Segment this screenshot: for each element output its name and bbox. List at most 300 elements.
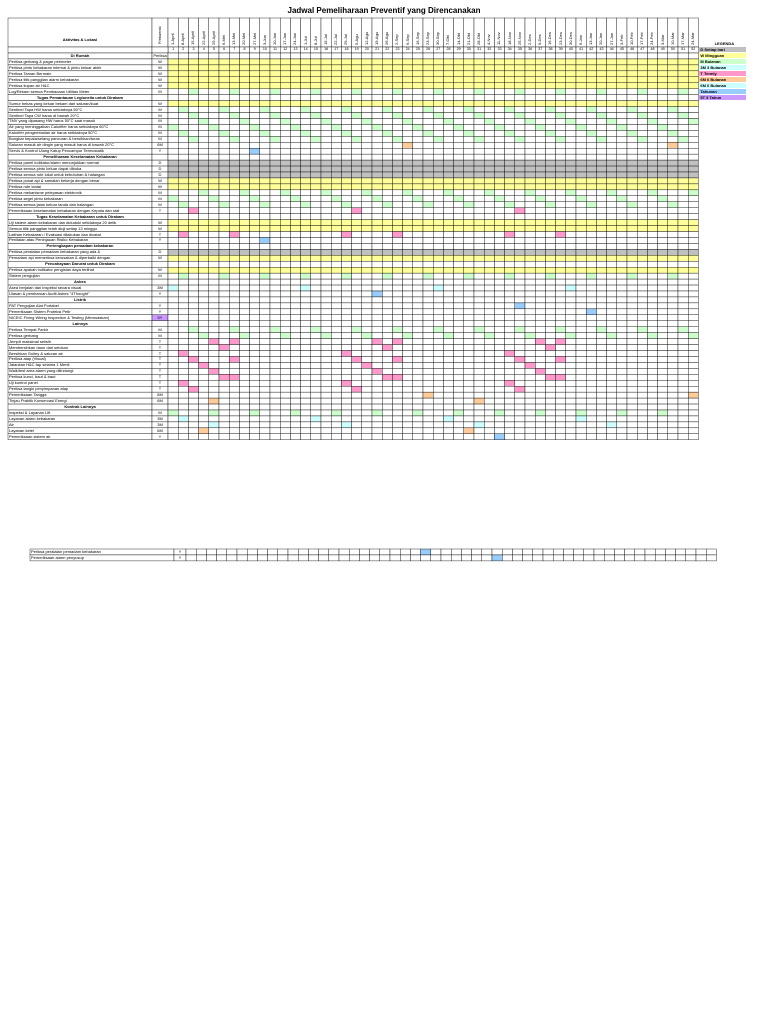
scheduled-cell <box>239 226 249 232</box>
week-cell <box>290 351 300 357</box>
week-cell <box>219 327 229 333</box>
scheduled-cell <box>566 249 576 255</box>
week-cell <box>617 315 627 321</box>
week-cell <box>392 386 402 392</box>
scheduled-cell <box>301 59 311 65</box>
scheduled-cell <box>199 172 209 178</box>
week-cell <box>617 142 627 148</box>
week-cell <box>647 392 657 398</box>
week-cell <box>413 118 423 124</box>
week-cell <box>239 214 249 220</box>
week-cell <box>199 148 209 154</box>
week-cell <box>596 142 606 148</box>
week-cell <box>545 368 555 374</box>
week-cell <box>596 148 606 154</box>
scheduled-cell <box>301 107 311 113</box>
scheduled-cell <box>464 267 474 273</box>
week-cell <box>219 279 229 285</box>
scheduled-cell <box>525 65 535 71</box>
week-label: 3-Mar <box>659 34 665 45</box>
week-cell <box>382 333 392 339</box>
scheduled-cell <box>566 65 576 71</box>
week-cell <box>239 345 249 351</box>
week-cell <box>658 136 668 142</box>
week-cell <box>168 89 178 95</box>
week-cell <box>196 555 206 561</box>
scheduled-cell <box>647 101 657 107</box>
scheduled-cell <box>576 226 586 232</box>
week-cell <box>525 202 535 208</box>
week-cell <box>607 214 617 220</box>
week-cell <box>484 428 494 434</box>
week-cell <box>423 208 433 214</box>
week-cell <box>433 351 443 357</box>
week-cell <box>260 53 270 59</box>
week-cell <box>372 327 382 333</box>
week-cell <box>484 243 494 249</box>
week-cell <box>658 118 668 124</box>
week-cell <box>576 130 586 136</box>
week-cell <box>484 202 494 208</box>
week-cell <box>443 285 453 291</box>
week-cell <box>321 124 331 130</box>
week-cell <box>250 374 260 380</box>
week-cell <box>627 279 637 285</box>
scheduled-cell <box>668 83 678 89</box>
scheduled-cell <box>311 172 321 178</box>
week-cell <box>433 380 443 386</box>
scheduled-cell <box>250 196 260 202</box>
scheduled-cell <box>301 255 311 261</box>
scheduled-cell <box>505 273 515 279</box>
scheduled-cell <box>382 184 392 190</box>
week-cell <box>464 142 474 148</box>
week-cell <box>321 428 331 434</box>
week-cell <box>290 404 300 410</box>
week-cell <box>627 404 637 410</box>
scheduled-cell <box>382 345 392 351</box>
scheduled-cell <box>627 255 637 261</box>
week-cell <box>178 392 188 398</box>
week-cell <box>576 291 586 297</box>
scheduled-cell <box>382 130 392 136</box>
week-cell <box>607 261 617 267</box>
week-cell <box>553 549 563 555</box>
task-frequency: 6M <box>157 398 163 404</box>
week-cell <box>668 339 678 345</box>
week-cell <box>688 243 698 249</box>
week-cell <box>525 95 535 101</box>
week-cell <box>352 392 362 398</box>
week-cell <box>566 362 576 368</box>
scheduled-cell <box>362 166 372 172</box>
week-cell <box>494 351 504 357</box>
week-cell <box>525 351 535 357</box>
week-cell <box>688 410 698 416</box>
scheduled-cell <box>688 166 698 172</box>
week-cell <box>239 237 249 243</box>
scheduled-cell <box>168 101 178 107</box>
week-cell <box>668 113 678 119</box>
week-cell <box>199 315 209 321</box>
week-cell <box>341 398 351 404</box>
week-cell <box>678 208 688 214</box>
week-cell <box>484 327 494 333</box>
task-frequency: W <box>158 82 162 88</box>
scheduled-cell <box>260 226 270 232</box>
week-cell <box>586 297 596 303</box>
week-cell <box>260 339 270 345</box>
scheduled-cell <box>392 178 402 184</box>
scheduled-cell <box>168 166 178 172</box>
scheduled-cell <box>239 77 249 83</box>
scheduled-cell <box>474 160 484 166</box>
scheduled-cell <box>331 65 341 71</box>
week-cell <box>219 232 229 238</box>
week-cell <box>566 416 576 422</box>
week-cell <box>209 113 219 119</box>
scheduled-cell <box>576 59 586 65</box>
week-cell <box>362 279 372 285</box>
week-cell <box>392 309 402 315</box>
scheduled-cell <box>341 232 351 238</box>
scheduled-cell <box>392 113 402 119</box>
week-cell <box>250 202 260 208</box>
week-cell <box>658 95 668 101</box>
scheduled-cell <box>168 249 178 255</box>
week-cell <box>484 351 494 357</box>
week-cell <box>362 434 372 440</box>
week-cell <box>250 118 260 124</box>
scheduled-cell <box>290 101 300 107</box>
week-cell <box>311 297 321 303</box>
week-cell <box>301 392 311 398</box>
week-cell <box>464 303 474 309</box>
week-cell <box>454 148 464 154</box>
week-cell <box>607 285 617 291</box>
week-cell <box>443 410 453 416</box>
scheduled-cell <box>260 71 270 77</box>
week-cell <box>209 291 219 297</box>
week-number: 37 <box>538 47 543 51</box>
week-cell <box>250 142 260 148</box>
week-cell <box>688 309 698 315</box>
scheduled-cell <box>637 249 647 255</box>
week-cell <box>250 339 260 345</box>
week-cell <box>607 374 617 380</box>
week-cell <box>625 549 635 555</box>
week-cell <box>637 404 647 410</box>
week-cell <box>260 154 270 160</box>
week-cell <box>433 333 443 339</box>
week-cell <box>362 291 372 297</box>
scheduled-cell <box>688 190 698 196</box>
scheduled-cell <box>505 184 515 190</box>
week-cell <box>403 285 413 291</box>
week-cell <box>260 136 270 142</box>
scheduled-cell <box>229 232 239 238</box>
scheduled-cell <box>443 333 453 339</box>
scheduled-cell <box>392 327 402 333</box>
week-cell <box>362 130 372 136</box>
week-cell <box>494 303 504 309</box>
scheduled-cell <box>586 273 596 279</box>
week-cell <box>178 196 188 202</box>
week-cell <box>494 285 504 291</box>
scheduled-cell <box>494 226 504 232</box>
week-cell <box>556 416 566 422</box>
week-cell <box>403 113 413 119</box>
week-cell <box>311 356 321 362</box>
week-cell <box>423 386 433 392</box>
week-cell <box>688 208 698 214</box>
scheduled-cell <box>464 255 474 261</box>
scheduled-cell <box>545 226 555 232</box>
week-cell <box>474 303 484 309</box>
week-cell <box>543 555 553 561</box>
week-cell <box>515 374 525 380</box>
scheduled-cell <box>352 101 362 107</box>
week-cell <box>535 416 545 422</box>
scheduled-cell <box>443 255 453 261</box>
week-cell <box>586 95 596 101</box>
scheduled-cell <box>413 267 423 273</box>
week-cell <box>250 380 260 386</box>
week-cell <box>647 321 657 327</box>
week-cell <box>454 273 464 279</box>
scheduled-cell <box>352 184 362 190</box>
week-cell <box>545 315 555 321</box>
scheduled-cell <box>423 107 433 113</box>
scheduled-cell <box>352 83 362 89</box>
week-cell <box>362 124 372 130</box>
week-cell <box>545 291 555 297</box>
week-cell <box>219 89 229 95</box>
week-cell <box>586 190 596 196</box>
week-cell <box>188 232 198 238</box>
week-cell <box>637 398 647 404</box>
week-cell <box>168 190 178 196</box>
week-cell <box>596 154 606 160</box>
scheduled-cell <box>260 178 270 184</box>
scheduled-cell <box>668 249 678 255</box>
week-cell <box>239 297 249 303</box>
week-cell <box>617 243 627 249</box>
scheduled-cell <box>637 71 647 77</box>
scheduled-cell <box>454 83 464 89</box>
week-cell <box>658 398 668 404</box>
week-cell <box>543 549 553 555</box>
scheduled-cell <box>443 118 453 124</box>
week-cell <box>658 309 668 315</box>
scheduled-cell <box>454 160 464 166</box>
scheduled-cell <box>474 249 484 255</box>
week-cell <box>586 404 596 410</box>
week-cell <box>627 243 637 249</box>
week-cell <box>403 374 413 380</box>
scheduled-cell <box>596 249 606 255</box>
week-cell <box>535 285 545 291</box>
scheduled-cell <box>260 202 270 208</box>
week-cell <box>472 555 482 561</box>
week-cell <box>484 214 494 220</box>
week-cell <box>454 89 464 95</box>
week-cell <box>250 291 260 297</box>
scheduled-cell <box>484 118 494 124</box>
week-cell <box>362 416 372 422</box>
week-cell <box>576 261 586 267</box>
week-cell <box>239 416 249 422</box>
scheduled-cell <box>413 184 423 190</box>
scheduled-cell <box>668 172 678 178</box>
week-cell <box>617 118 627 124</box>
week-cell <box>331 374 341 380</box>
scheduled-cell <box>566 285 576 291</box>
scheduled-cell <box>168 65 178 71</box>
week-cell <box>607 279 617 285</box>
scheduled-cell <box>421 549 431 555</box>
week-cell <box>535 428 545 434</box>
scheduled-cell <box>311 327 321 333</box>
week-cell <box>484 261 494 267</box>
week-cell <box>443 136 453 142</box>
scheduled-cell <box>443 83 453 89</box>
week-cell <box>199 368 209 374</box>
week-cell <box>494 339 504 345</box>
scheduled-cell <box>464 249 474 255</box>
week-cell <box>260 386 270 392</box>
week-cell <box>423 428 433 434</box>
task-label: Periksa tangki penyimpanan atap <box>9 386 69 392</box>
scheduled-cell <box>178 220 188 226</box>
week-cell <box>341 339 351 345</box>
frequency-header: Frekuensi <box>157 26 162 44</box>
week-label: 9-Sep <box>404 34 410 45</box>
scheduled-cell <box>637 267 647 273</box>
week-cell <box>443 351 453 357</box>
week-cell <box>270 279 280 285</box>
week-cell <box>586 243 596 249</box>
week-cell <box>239 89 249 95</box>
week-cell <box>556 142 566 148</box>
scheduled-cell <box>678 166 688 172</box>
week-cell <box>515 345 525 351</box>
scheduled-cell <box>301 130 311 136</box>
week-cell <box>290 422 300 428</box>
week-cell <box>515 95 525 101</box>
week-cell <box>535 303 545 309</box>
week-cell <box>188 339 198 345</box>
week-cell <box>596 333 606 339</box>
week-cell <box>545 214 555 220</box>
scheduled-cell <box>576 101 586 107</box>
scheduled-cell <box>607 59 617 65</box>
week-cell <box>392 196 402 202</box>
week-cell <box>413 243 423 249</box>
week-cell <box>239 273 249 279</box>
week-cell <box>168 416 178 422</box>
scheduled-cell <box>668 267 678 273</box>
scheduled-cell <box>637 166 647 172</box>
week-cell <box>392 190 402 196</box>
week-cell <box>331 303 341 309</box>
scheduled-cell <box>535 124 545 130</box>
scheduled-cell <box>607 160 617 166</box>
week-label: 19-Agu <box>374 32 379 45</box>
week-cell <box>688 285 698 291</box>
week-cell <box>199 53 209 59</box>
task-frequency: D <box>158 166 162 172</box>
scheduled-cell <box>688 101 698 107</box>
scheduled-cell <box>290 172 300 178</box>
week-label: 10-Mar <box>669 32 675 45</box>
week-cell <box>566 202 576 208</box>
week-cell <box>545 136 555 142</box>
scheduled-cell <box>331 249 341 255</box>
week-cell <box>331 136 341 142</box>
scheduled-cell <box>352 386 362 392</box>
week-cell <box>178 124 188 130</box>
scheduled-cell <box>178 130 188 136</box>
week-cell <box>576 374 586 380</box>
week-cell <box>329 549 339 555</box>
scheduled-cell <box>688 184 698 190</box>
scheduled-cell <box>372 410 382 416</box>
week-cell <box>270 422 280 428</box>
week-cell <box>464 327 474 333</box>
week-cell <box>515 434 525 440</box>
week-cell <box>403 196 413 202</box>
scheduled-cell <box>627 130 637 136</box>
week-cell <box>288 555 298 561</box>
week-cell <box>484 130 494 136</box>
week-cell <box>403 232 413 238</box>
scheduled-cell <box>576 166 586 172</box>
week-cell <box>688 327 698 333</box>
task-label: Uji sistem alarm kebakaran dan diduduki setidaknya 20 detik <box>9 219 117 225</box>
week-cell <box>576 202 586 208</box>
scheduled-cell <box>647 71 657 77</box>
week-cell <box>461 555 471 561</box>
week-cell <box>454 362 464 368</box>
scheduled-cell <box>566 220 576 226</box>
week-cell <box>645 555 655 561</box>
scheduled-cell <box>229 226 239 232</box>
week-cell <box>270 315 280 321</box>
scheduled-cell <box>403 333 413 339</box>
scheduled-cell <box>545 249 555 255</box>
week-cell <box>637 196 647 202</box>
week-cell <box>321 291 331 297</box>
week-cell <box>596 374 606 380</box>
scheduled-cell <box>168 255 178 261</box>
week-cell <box>433 434 443 440</box>
week-cell <box>331 232 341 238</box>
scheduled-cell <box>586 255 596 261</box>
week-cell <box>362 392 372 398</box>
scheduled-cell <box>423 83 433 89</box>
scheduled-cell <box>596 267 606 273</box>
week-cell <box>188 333 198 339</box>
week-cell <box>607 398 617 404</box>
scheduled-cell <box>229 160 239 166</box>
week-cell <box>454 142 464 148</box>
scheduled-cell <box>219 374 229 380</box>
week-cell <box>505 208 515 214</box>
scheduled-cell <box>270 166 280 172</box>
week-number: 39 <box>558 47 563 51</box>
week-cell <box>209 356 219 362</box>
